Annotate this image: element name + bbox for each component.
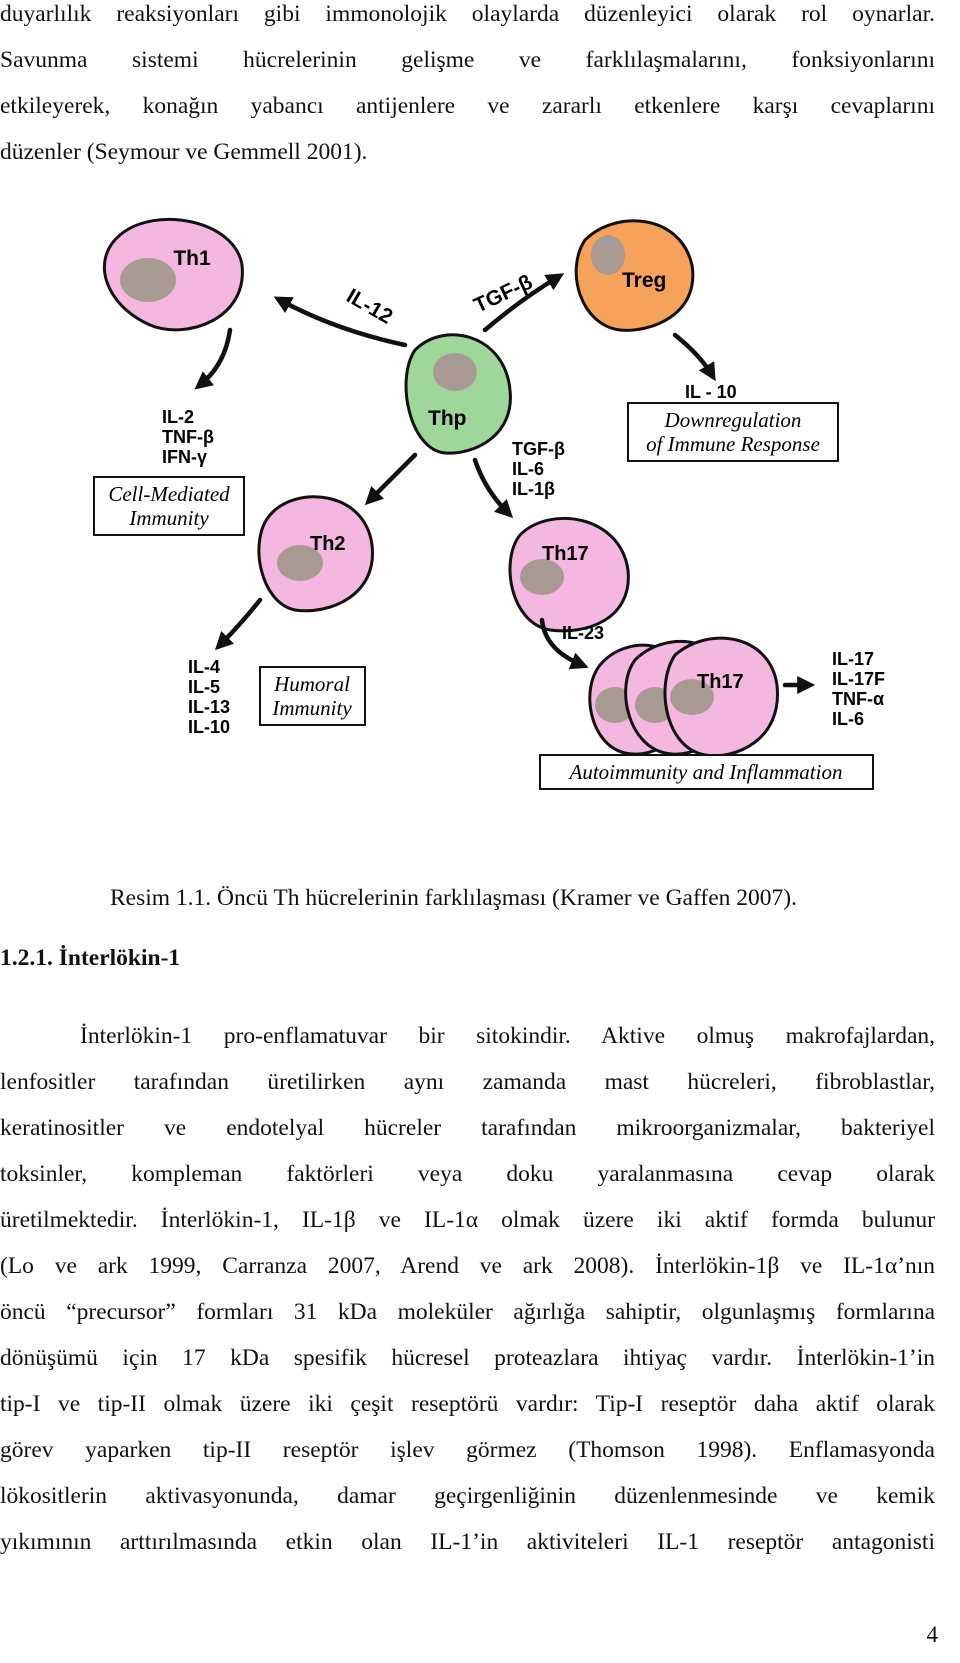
- tgf-beta-label: TGF-β: [470, 270, 537, 318]
- arrow-th1-down: [200, 330, 230, 385]
- arrow-treg-down: [675, 335, 712, 375]
- cytokine-item: IL-5: [188, 677, 221, 697]
- svg-text:Cell-Mediated: Cell-Mediated: [108, 482, 230, 506]
- cytokine-item: IL-4: [188, 657, 221, 677]
- text-line: üretilmektedir. İnterlökin-1, IL-1β ve IL-1α olmak üzere iki aktif formda bulunur: [0, 1207, 935, 1233]
- cytokine-item: IL-13: [188, 697, 231, 717]
- nucleus-shape: [433, 353, 477, 391]
- section-heading: 1.2.1. İnterlökin-1: [0, 945, 181, 971]
- downregulation-box: [628, 403, 838, 461]
- body-paragraph: [0, 1013, 935, 1565]
- cytokine-item: IL-6: [512, 459, 545, 479]
- text-line: düzenler (Seymour ve Gemmell 2001).: [0, 139, 368, 165]
- il23-label: IL-23: [562, 623, 605, 643]
- th1-cell: [104, 219, 242, 329]
- cytokine-item: IL-10: [188, 717, 231, 737]
- th1-cytokines: [162, 407, 214, 467]
- th17-output-cytokines: [832, 649, 885, 729]
- arrow-thp-to-th17: [475, 460, 508, 513]
- text-line: lenfositler tarafından üretilirken aynı zamanda mast hücreleri, fibroblastlar,: [0, 1069, 935, 1095]
- th1-label: Th1: [173, 247, 211, 270]
- cytokine-item: IFN-γ: [162, 447, 207, 467]
- text-line: görev yaparken tip-II reseptör işlev görmez (Thomson 1998). Enflamasyonda: [0, 1437, 935, 1463]
- thp-label: Thp: [428, 407, 467, 430]
- cytokine-item: IL-17: [832, 649, 875, 669]
- nucleus-shape: [591, 235, 625, 275]
- arrow-thp-to-th2: [370, 455, 415, 500]
- cytokine-item: IL-2: [162, 407, 195, 427]
- text-line: toksinler, kompleman faktörleri veya doku yaralanmasına cevap olarak: [0, 1161, 935, 1187]
- th17-cell: [510, 518, 628, 631]
- il12-label: IL-12: [342, 284, 397, 329]
- text-line: etkileyerek, konağın yabancı antijenlere ve zararlı etkenlere karşı cevaplarını: [0, 93, 935, 119]
- text-line: tip-I ve tip-II olmak üzere iki çeşit reseptörü vardır: Tip-I reseptör daha aktif olarak: [0, 1391, 935, 1417]
- svg-text:Immunity: Immunity: [272, 696, 352, 720]
- th17-label: Th17: [542, 543, 589, 565]
- th2-label: Th2: [310, 533, 346, 555]
- text-line: yıkımının arttırılmasında etkin olan IL-1’in aktiviteleri IL-1 reseptör antagonisti: [0, 1529, 935, 1555]
- th17-inducing-cytokines: [512, 439, 565, 499]
- cytokine-item: TGF-β: [512, 439, 565, 459]
- cytokine-item: TNF-α: [832, 689, 885, 709]
- svg-text:Autoimmunity and Inflammation: Autoimmunity and Inflammation: [569, 760, 843, 784]
- svg-text:Downregulation: Downregulation: [664, 408, 802, 432]
- cytokine-item: TNF-β: [162, 427, 214, 447]
- text-line: dönüşümü için 17 kDa spesifik hücresel proteazlara ihtiyaç vardır. İnterlökin-1’in: [0, 1345, 935, 1371]
- cytokine-item: IL-17F: [832, 669, 886, 689]
- th17-cell-cluster: [590, 638, 778, 756]
- treg-cell: [576, 221, 693, 330]
- cell-mediated-immunity-box: [94, 477, 244, 535]
- cytokine-item: IL-1β: [512, 479, 555, 499]
- thp-cell: [406, 335, 510, 453]
- text-line: lökositlerin aktivasyonunda, damar geçirgenliğinin düzenlenmesinde ve kemik: [0, 1483, 935, 1509]
- text-line: (Lo ve ark 1999, Carranza 2007, Arend ve ark 2008). İnterlökin-1β ve IL-1α’nın: [0, 1253, 935, 1279]
- text-line: İnterlökin-1 pro-enflamatuvar bir sitokindir. Aktive olmuş makrofajlardan,: [80, 1023, 935, 1049]
- th2-cell: [259, 497, 373, 611]
- top-paragraph: [0, 0, 935, 175]
- nucleus-shape: [120, 258, 176, 302]
- page-number: 4: [926, 1622, 938, 1647]
- figure-caption: Resim 1.1. Öncü Th hücrelerinin farklılaşması (Kramer ve Gaffen 2007).: [110, 885, 797, 911]
- arrow-th2-down: [220, 600, 260, 645]
- cytokine-item: IL-6: [832, 709, 865, 729]
- svg-text:Immunity: Immunity: [129, 506, 209, 530]
- text-line: öncü “precursor” formları 31 kDa moleküler ağırlığa sahiptir, olgunlaşmış formlarına: [0, 1299, 935, 1325]
- treg-label: Treg: [622, 269, 667, 292]
- th17-cluster-label: Th17: [697, 671, 744, 693]
- il10-label: IL - 10: [685, 382, 737, 402]
- svg-text:Humoral: Humoral: [274, 672, 350, 696]
- th2-cytokines: [188, 657, 230, 737]
- arrows: [200, 277, 808, 685]
- text-line: Savunma sistemi hücrelerinin gelişme ve farklılaşmalarını, fonksiyonlarını: [0, 47, 935, 73]
- svg-text:of Immune Response: of Immune Response: [646, 432, 820, 456]
- th-differentiation-figure: [80, 205, 940, 855]
- autoimmunity-box: [540, 755, 873, 789]
- text-line: duyarlılık reaksiyonları gibi immonolojik olaylarda düzenleyici olarak rol oynarlar.: [0, 1, 935, 27]
- text-line: keratinositler ve endotelyal hücreler tarafından mikroorganizmalar, bakteriyel: [0, 1115, 935, 1141]
- humoral-immunity-box: [260, 667, 365, 725]
